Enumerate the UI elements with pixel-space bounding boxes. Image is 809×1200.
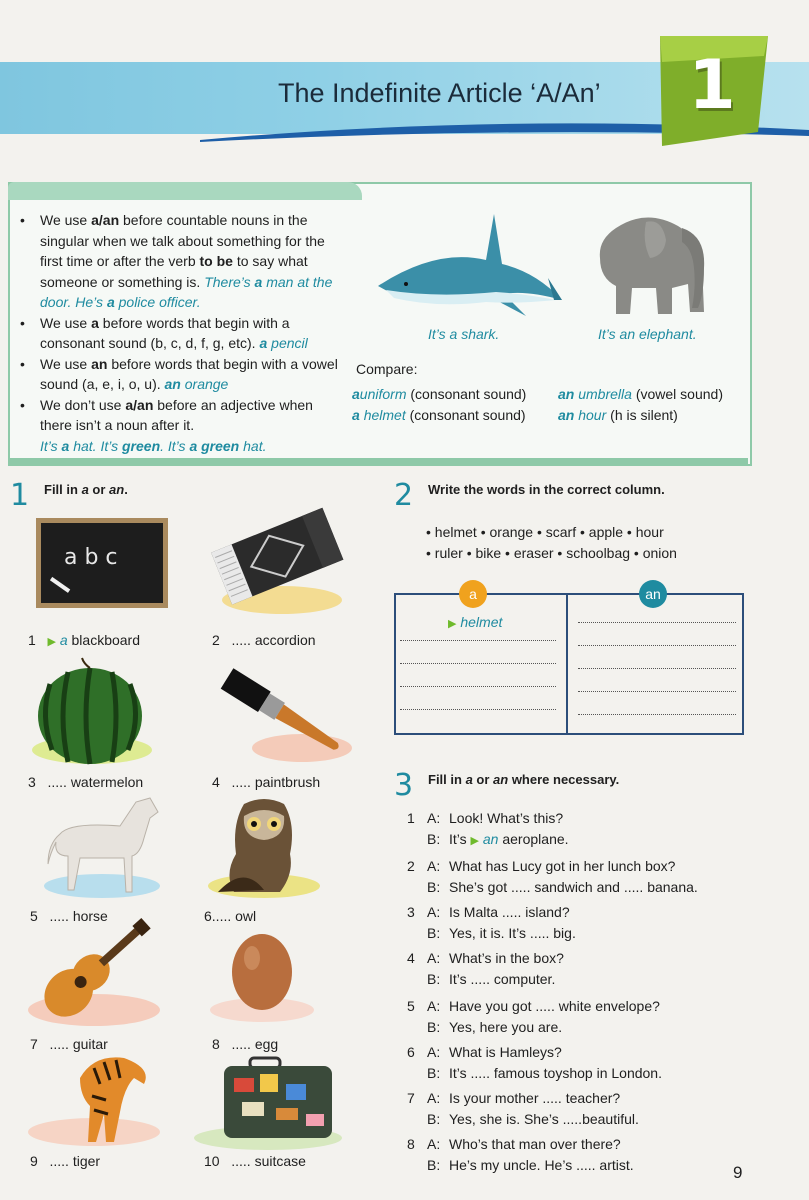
- ex1-item-9: 9 ..... tiger: [30, 1153, 101, 1169]
- elephant-caption: It’s an elephant.: [598, 326, 697, 342]
- ex1-item-3: 3 ..... watermelon: [28, 774, 144, 790]
- grammar-rules: [18, 210, 348, 456]
- answer-line[interactable]: [578, 668, 736, 669]
- word-list-line-2: • ruler • bike • eraser • schoolbag • onion: [426, 545, 677, 561]
- ex3-item-5: 5 A: Have you got ..... white envelope? B: Yes, here you are.: [407, 998, 660, 1035]
- rule-2: • We use a before words that begin with a consonant sound (b, c, d, f, g, etc). a pencil: [18, 313, 348, 354]
- ex1-item-1: 1 ▶ a blackboard: [28, 632, 141, 648]
- rule-3: • We use an before words that begin with a vowel sound (a, e, i, o, u). an orange: [18, 354, 348, 395]
- answer-line[interactable]: [400, 686, 556, 687]
- suitcase-image: [188, 1056, 348, 1152]
- ex3-item-7: 7 A: Is your mother ..... teacher? B: Yes, she is. She’s .....beautiful.: [407, 1090, 639, 1127]
- paintbrush-image: [212, 676, 352, 766]
- grammar-box-tab: [8, 182, 362, 200]
- ex1-item-6: 6..... owl: [204, 908, 257, 924]
- guitar-image: [24, 910, 164, 1030]
- word-list-line-1: • helmet • orange • scarf • apple • hour: [426, 524, 664, 540]
- page-number: 9: [733, 1163, 743, 1182]
- ex3-item-8: 8 A: Who’s that man over there? B: He’s my uncle. He’s ..... artist.: [407, 1136, 634, 1173]
- unit-badge: [656, 36, 768, 146]
- rule-4: • We don’t use a/an before an adjective when there isn’t a noun after it. It’s a hat. It’s green. It’s a green hat.: [18, 395, 348, 457]
- compare-item: an hour (h is silent): [558, 407, 678, 423]
- ex1-item-2: 2 ..... accordion: [212, 632, 316, 648]
- column-a-header: a: [459, 580, 487, 608]
- accordion-image: [210, 498, 346, 618]
- blackboard-image: [36, 518, 168, 608]
- exercise-2-number: 2: [394, 478, 414, 513]
- shark-caption: It’s a shark.: [428, 326, 500, 342]
- answer-line[interactable]: [400, 640, 556, 641]
- compare-item: an umbrella (vowel sound): [558, 386, 723, 402]
- egg-image: [206, 924, 316, 1024]
- tiger-image: [24, 1048, 164, 1148]
- blackboard-text: a b c: [64, 545, 118, 570]
- compare-item: a helmet (consonant sound): [352, 407, 526, 423]
- rule-1: • We use a/an before countable nouns in the singular when we talk about something for the first time or after the verb to be to say what someone or something is. There’s a man at the door. He’s a police officer.: [18, 210, 348, 313]
- elephant-image: [586, 208, 716, 320]
- ex3-item-2: 2 A: What has Lucy got in her lunch box? B: She’s got ..... sandwich and ..... banana.: [407, 858, 698, 895]
- exercise-3-instruction: Fill in a or an where necessary.: [428, 772, 620, 787]
- ex3-item-4: 4 A: What’s in the box? B: It’s ..... computer.: [407, 950, 564, 987]
- exercise-3-number: 3: [394, 768, 414, 803]
- column-divider: [566, 593, 568, 733]
- answer-line[interactable]: [400, 709, 556, 710]
- ex1-item-10: 10 ..... suitcase: [204, 1153, 306, 1169]
- exercise-1-instruction: Fill in a or an.: [44, 482, 128, 497]
- answer-line[interactable]: [578, 691, 736, 692]
- ex3-item-1: 1 A: Look! What’s this? B: It’s ▶ an aeroplane.: [407, 810, 569, 847]
- compare-item: auniform (consonant sound): [352, 386, 527, 402]
- unit-number: 1: [688, 46, 736, 125]
- owl-image: [204, 794, 324, 898]
- compare-label: Compare:: [356, 361, 418, 377]
- answer-line[interactable]: [400, 663, 556, 664]
- column-a-example: ▶ helmet: [448, 614, 503, 630]
- exercise-2-instruction: Write the words in the correct column.: [428, 482, 665, 497]
- horse-image: [40, 794, 164, 898]
- ex1-item-7: 7 ..... guitar: [30, 1036, 108, 1052]
- ex1-item-5: 5 ..... horse: [30, 908, 108, 924]
- ex1-item-8: 8 ..... egg: [212, 1036, 279, 1052]
- ex1-item-4: 4 ..... paintbrush: [212, 774, 321, 790]
- column-an-header: an: [639, 580, 667, 608]
- shark-image: [376, 208, 566, 318]
- ex3-item-6: 6 A: What is Hamleys? B: It’s ..... famous toyshop in London.: [407, 1044, 662, 1081]
- exercise-1-number: 1: [10, 478, 30, 513]
- grammar-box-bottom: [8, 458, 748, 464]
- watermelon-image: [30, 664, 154, 768]
- ex3-item-3: 3 A: Is Malta ..... island? B: Yes, it is. It’s ..... big.: [407, 904, 576, 941]
- answer-line[interactable]: [578, 714, 736, 715]
- answer-line[interactable]: [578, 622, 736, 623]
- page-title: The Indefinite Article ‘A/An’: [278, 78, 601, 108]
- answer-line[interactable]: [578, 645, 736, 646]
